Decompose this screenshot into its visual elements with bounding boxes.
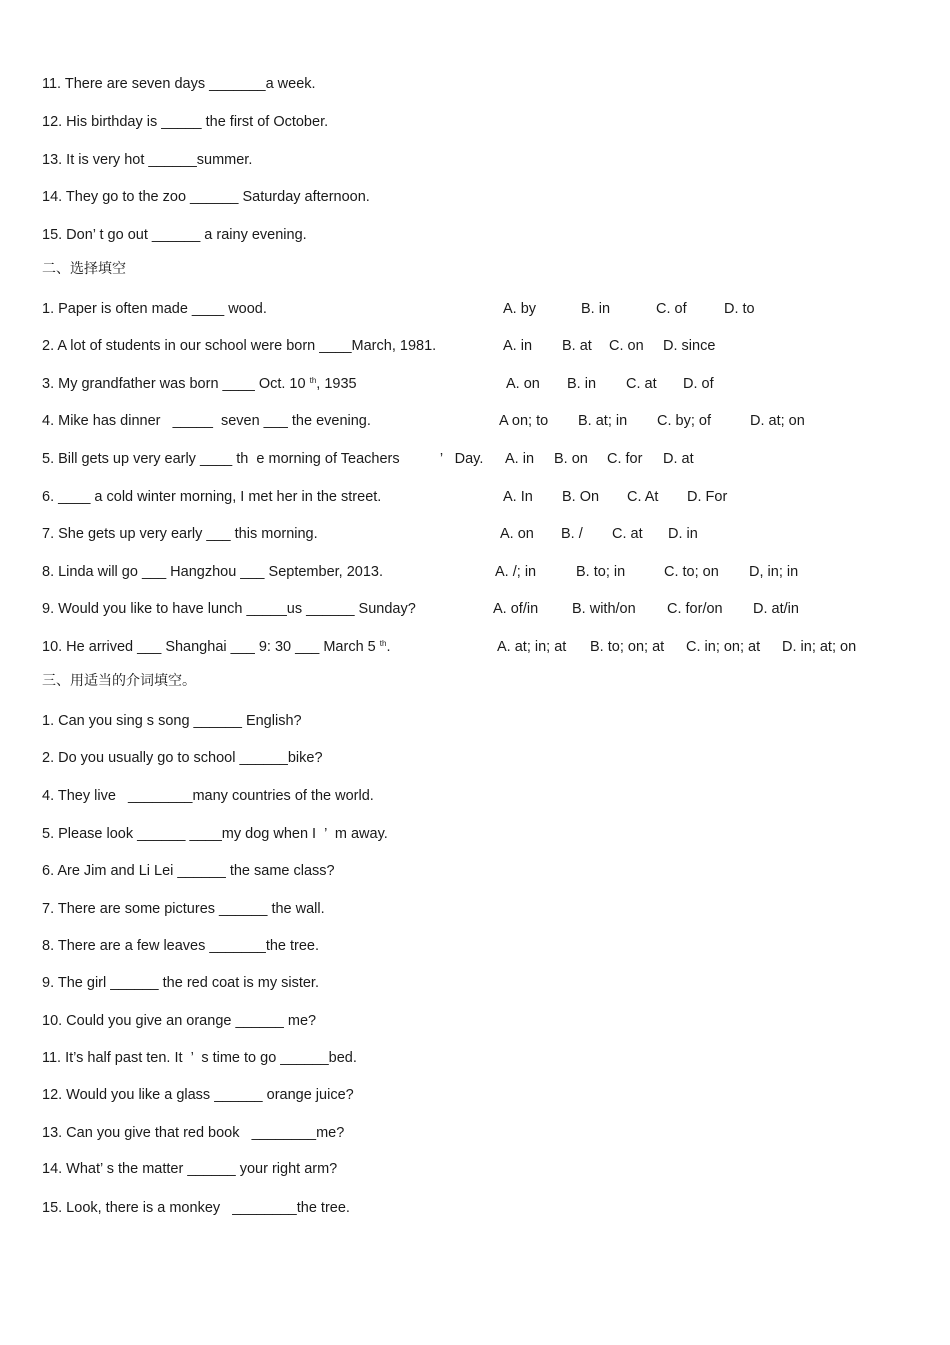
option: D. of bbox=[683, 376, 714, 392]
option: D. in bbox=[668, 526, 698, 542]
question-line: 15. Look, there is a monkey ________the tree. bbox=[42, 1200, 350, 1216]
question-line: 7. She gets up very early ___ this morning. bbox=[42, 526, 318, 542]
option: C. of bbox=[656, 301, 687, 317]
question-line: 9. Would you like to have lunch _____us ______ Sunday? bbox=[42, 601, 416, 617]
option: D. at; on bbox=[750, 413, 805, 429]
question-line: 1. Can you sing s song ______ English? bbox=[42, 713, 302, 729]
question-line: 6. ____ a cold winter morning, I met her in the street. bbox=[42, 489, 382, 505]
question-line: 2. A lot of students in our school were born ____March, 1981. bbox=[42, 338, 437, 354]
option: C. for/on bbox=[667, 601, 723, 617]
option: A. In bbox=[503, 489, 533, 505]
question-line: 3. My grandfather was born ____ Oct. 10 $^{th}$, 1935 bbox=[42, 376, 357, 392]
option: A. in bbox=[503, 338, 533, 354]
question-line: 14. What’ s the matter ______ your right arm? bbox=[42, 1161, 338, 1177]
option: B. to; in bbox=[576, 564, 626, 580]
question-line: 1. Paper is often made ____ wood. bbox=[42, 301, 267, 317]
option: D. at/in bbox=[753, 601, 799, 617]
option: A. at; in; at bbox=[497, 639, 567, 655]
option: D. in; at; on bbox=[782, 639, 857, 655]
question-line: 11. It’s half past ten. It ’ s time to go ______bed. bbox=[42, 1050, 357, 1066]
option: A. on bbox=[500, 526, 534, 542]
option: D, in; in bbox=[749, 564, 799, 580]
option: C. at bbox=[626, 376, 657, 392]
option: B. in bbox=[581, 301, 611, 317]
option: B. at bbox=[562, 338, 592, 354]
question-line: 2. Do you usually go to school ______bike? bbox=[42, 750, 323, 766]
question-line: 10. Could you give an orange ______ me? bbox=[42, 1013, 317, 1029]
question-line: 7. There are some pictures ______ the wall. bbox=[42, 901, 325, 917]
option: C. to; on bbox=[664, 564, 719, 580]
option: B. On bbox=[562, 489, 600, 505]
option: A. by bbox=[503, 301, 537, 317]
option: B. in bbox=[567, 376, 597, 392]
section-heading: 三、用适当的介词填空。 bbox=[42, 673, 196, 689]
option: A. on bbox=[506, 376, 540, 392]
option: C. in; on; at bbox=[686, 639, 761, 655]
question-line: 12. His birthday is _____ the first of October. bbox=[42, 114, 329, 130]
question-line: 13. Can you give that red book ________me? bbox=[42, 1125, 345, 1141]
question-line: 9. The girl ______ the red coat is my sister. bbox=[42, 975, 319, 991]
question-line: 12. Would you like a glass ______ orange juice? bbox=[42, 1087, 354, 1103]
option: B. to; on; at bbox=[590, 639, 665, 655]
question-line: 11. There are seven days _______a week. bbox=[42, 76, 316, 92]
question-line: 6. Are Jim and Li Lei ______ the same class? bbox=[42, 863, 335, 879]
option: A. of/in bbox=[493, 601, 539, 617]
question-line: 4. Mike has dinner _____ seven ___ the evening. bbox=[42, 413, 371, 429]
option: C. on bbox=[609, 338, 644, 354]
question-line: 5. Bill gets up very early ____ th e morning of Teachers ’ Day. bbox=[42, 451, 484, 467]
option: C. at bbox=[612, 526, 643, 542]
option: A. /; in bbox=[495, 564, 537, 580]
option: B. on bbox=[554, 451, 588, 467]
question-line: 10. He arrived ___ Shanghai ___ 9: 30 ___ March 5 $^{th}$. bbox=[42, 639, 391, 655]
option: D. at bbox=[663, 451, 694, 467]
option: D. since bbox=[663, 338, 716, 354]
question-line: 8. Linda will go ___ Hangzhou ___ September, 2013. bbox=[42, 564, 383, 580]
question-line: 8. There are a few leaves _______the tree. bbox=[42, 938, 320, 954]
question-line: 13. It is very hot ______summer. bbox=[42, 152, 253, 168]
question-line: 5. Please look ______ ____my dog when I ’ m away. bbox=[42, 826, 388, 842]
section-heading: 二、选择填空 bbox=[42, 261, 126, 277]
option: D. For bbox=[687, 489, 728, 505]
option: C. for bbox=[607, 451, 643, 467]
option: C. by; of bbox=[657, 413, 711, 429]
option: B. with/on bbox=[572, 601, 636, 617]
question-line: 4. They live ________many countries of the world. bbox=[42, 788, 374, 804]
option: B. / bbox=[561, 526, 583, 542]
option: A. in bbox=[505, 451, 535, 467]
option: B. at; in bbox=[578, 413, 628, 429]
option: A on; to bbox=[499, 413, 549, 429]
question-line: 15. Don’ t go out ______ a rainy evening. bbox=[42, 227, 307, 243]
question-line: 14. They go to the zoo ______ Saturday afternoon. bbox=[42, 189, 370, 205]
option: C. At bbox=[627, 489, 659, 505]
option: D. to bbox=[724, 301, 755, 317]
